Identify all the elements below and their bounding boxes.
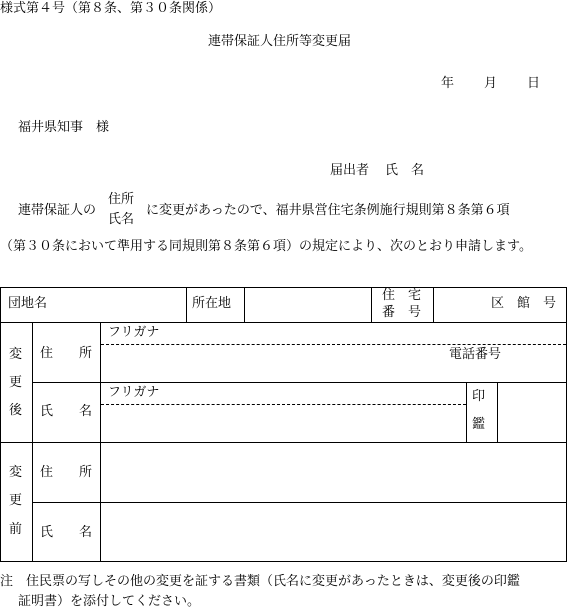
date-day-label: 日 — [527, 76, 541, 91]
danchi-label: 団地名 — [8, 296, 48, 311]
building-label: 区 館 号 — [491, 296, 557, 311]
statement-choice-address: 住所 — [108, 192, 135, 207]
after-name-furigana: フリガナ — [108, 385, 160, 400]
date-month-label: 月 — [484, 76, 498, 91]
note-line2: 証明書）を添付してください。 — [18, 594, 201, 609]
seal-label-1: 印 — [472, 389, 486, 404]
before-address-label: 住 所 — [40, 465, 93, 480]
before-name-label: 氏 名 — [40, 525, 93, 540]
form-number: 様式第４号（第８条、第３０条関係） — [0, 1, 222, 16]
house-number-label-line1: 住 宅 — [382, 288, 422, 303]
before-label-3: 前 — [9, 522, 23, 537]
after-address-label: 住 所 — [40, 346, 93, 361]
before-label-1: 変 — [9, 465, 23, 480]
location-label: 所在地 — [192, 296, 232, 311]
note-line1: 注 住民票の写しその他の変更を証する書類（氏名に変更があったときは、変更後の印鑑 — [0, 574, 520, 589]
date-year-label: 年 — [441, 76, 455, 91]
statement-choice-name: 氏名 — [108, 212, 135, 227]
after-label-2: 更 — [9, 375, 23, 390]
applicant-label: 届出者 — [330, 163, 370, 178]
before-label-2: 更 — [9, 493, 23, 508]
phone-label: 電話番号 — [449, 347, 502, 362]
statement-line1-suffix: に変更があったので、福井県営住宅条例施行規則第８条第６項 — [146, 203, 510, 218]
after-name-label: 氏 名 — [40, 404, 93, 419]
statement-line2: （第３０条において準用する同規則第８条第６項）の規定により、次のとおり申請します。 — [0, 239, 532, 254]
seal-label-2: 鑑 — [472, 417, 486, 432]
form-title: 連帯保証人住所等変更届 — [208, 34, 352, 49]
after-label-1: 変 — [9, 347, 23, 362]
applicant-name-label: 氏 名 — [385, 163, 425, 178]
house-number-label-line2: 番 号 — [382, 305, 422, 320]
addressee: 福井県知事 様 — [18, 120, 110, 135]
after-address-furigana: フリガナ — [108, 325, 160, 340]
after-label-3: 後 — [9, 403, 23, 418]
statement-prefix: 連帯保証人の — [18, 203, 97, 218]
